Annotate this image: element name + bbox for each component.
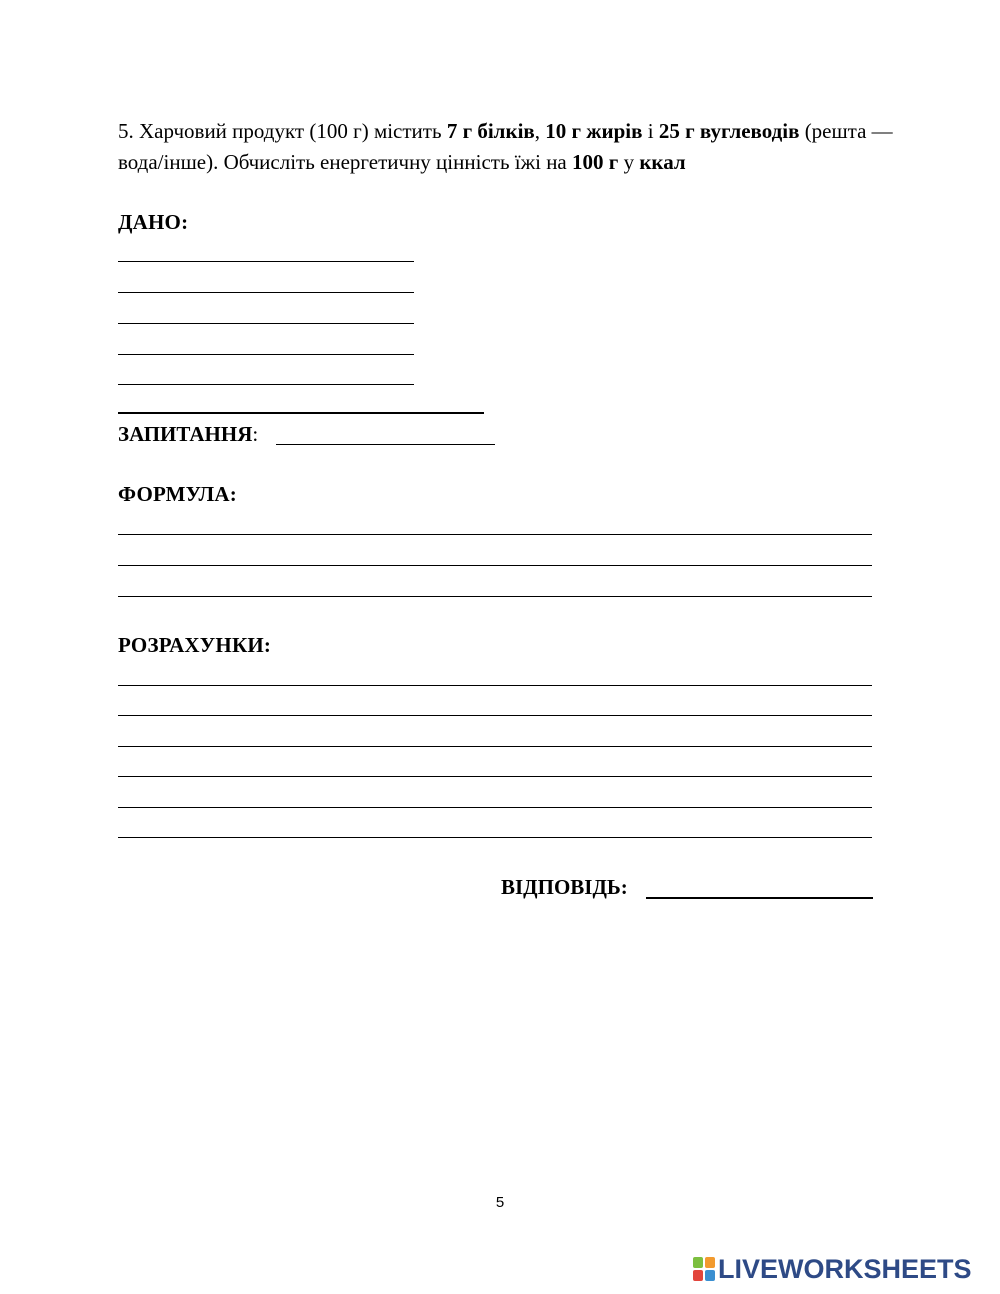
answer-line[interactable] xyxy=(646,897,873,899)
calc-line-6[interactable] xyxy=(118,837,872,838)
liveworksheets-logo[interactable] xyxy=(693,1253,972,1285)
given-heading: ДАНО: xyxy=(118,210,189,234)
protein-amount: 7 г білків xyxy=(446,119,535,143)
calc-line-3[interactable] xyxy=(118,746,872,747)
given-line-3[interactable] xyxy=(118,323,414,324)
given-line-5[interactable] xyxy=(118,384,414,385)
given-separator xyxy=(118,412,484,414)
question-answer-line[interactable] xyxy=(276,444,495,445)
unit-kcal: ккал xyxy=(639,150,686,174)
calc-line-1[interactable] xyxy=(118,685,872,686)
fat-amount: 10 г жирів xyxy=(545,119,643,143)
liveworksheets-logo-icon xyxy=(693,1257,715,1281)
answer-label: ВІДПОВІДЬ: xyxy=(501,875,628,899)
calc-line-5[interactable] xyxy=(118,807,872,808)
calc-line-4[interactable] xyxy=(118,776,872,777)
formula-line-3[interactable] xyxy=(118,596,872,597)
task-number: 5. xyxy=(118,119,134,143)
given-line-4[interactable] xyxy=(118,354,414,355)
calculations-heading: РОЗРАХУНКИ: xyxy=(118,633,272,657)
mass-amount: 100 г xyxy=(572,150,619,174)
given-line-1[interactable] xyxy=(118,261,414,262)
formula-line-1[interactable] xyxy=(118,534,872,535)
formula-line-2[interactable] xyxy=(118,565,872,566)
given-line-2[interactable] xyxy=(118,292,414,293)
question-label: ЗАПИТАННЯ xyxy=(118,422,253,446)
carbs-amount: 25 г вуглеводів xyxy=(658,119,800,143)
logo-text: LIVEWORKSHEETS xyxy=(718,1253,972,1284)
page-number: 5 xyxy=(495,1194,505,1211)
calc-line-2[interactable] xyxy=(118,715,872,716)
formula-heading: ФОРМУЛА: xyxy=(118,482,237,506)
question-row: ЗАПИТАННЯ: xyxy=(118,422,259,446)
task-statement: 5. Харчовий продукт (100 г) містить 7 г білків, 10 г жирів і 25 г вуглеводів (решта — вода/інше). Обчисліть енергетичну цінність їжі на 100 г у ккал xyxy=(118,119,893,174)
